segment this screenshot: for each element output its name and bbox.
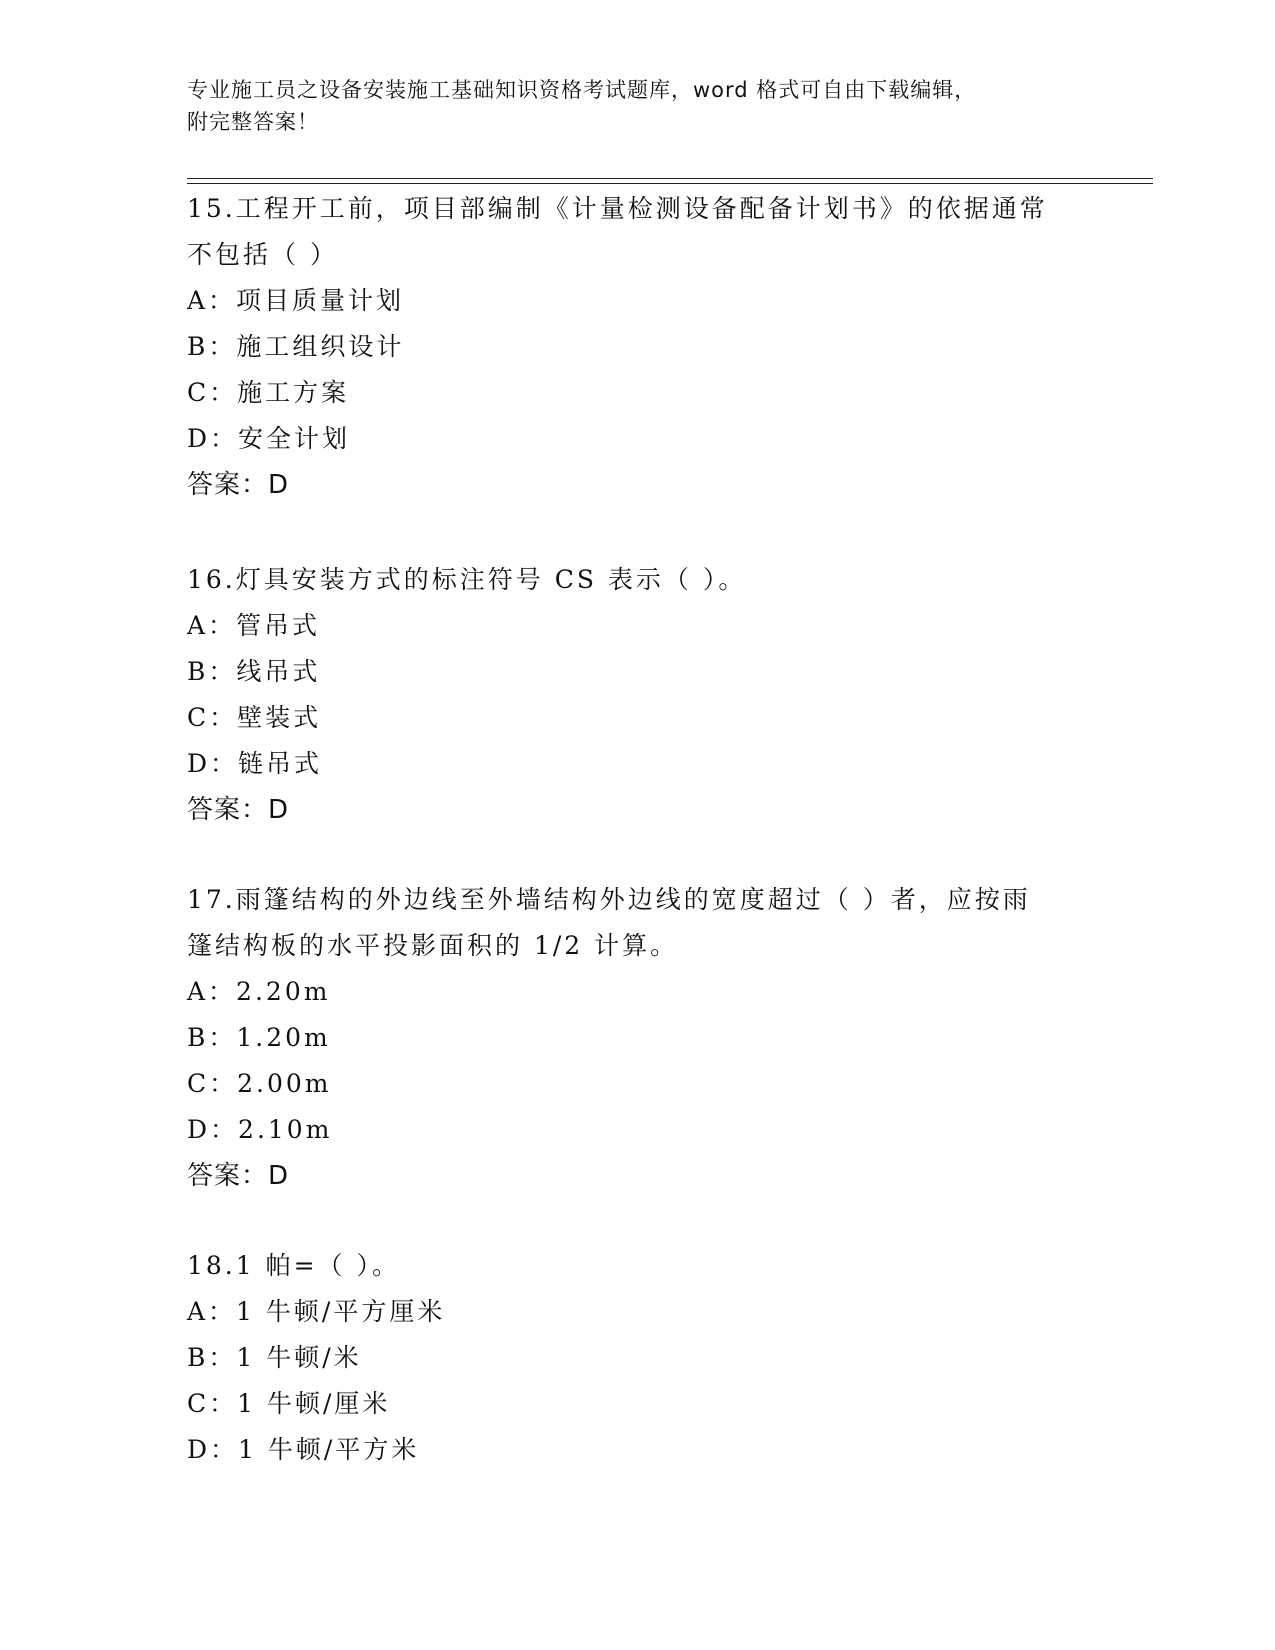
question-text-line: 17.雨篷结构的外边线至外墙结构外边线的宽度超过（ ）者，应按雨 (187, 885, 1031, 914)
option-b: B：线吊式 (187, 657, 321, 686)
question-text-line: 18.1 帕=（ ）。 (187, 1251, 401, 1280)
option-d: D：安全计划 (187, 424, 351, 453)
question-text-line: 篷结构板的水平投影面积的 1/2 计算。 (187, 931, 679, 960)
option-d: D：2.10m (187, 1115, 333, 1144)
header-divider-top (187, 178, 1153, 179)
document-header (187, 74, 1087, 138)
question-16 (187, 557, 1087, 833)
header-line-1: 专业施工员之设备安装施工基础知识资格考试题库，word 格式可自由下载编辑， (187, 78, 977, 102)
option-b: B：1 牛顿/米 (187, 1343, 362, 1372)
option-a: A：项目质量计划 (187, 286, 405, 315)
header-line-2: 附完整答案！ (187, 110, 319, 134)
option-c: C：壁装式 (187, 703, 322, 732)
option-a: A：管吊式 (187, 611, 321, 640)
question-18 (187, 1243, 1087, 1473)
answer-line: 答案：D (187, 1161, 290, 1191)
answer-line: 答案：D (187, 470, 290, 500)
option-a: A：2.20m (187, 977, 331, 1006)
question-15 (187, 186, 1087, 508)
option-c: C：2.00m (187, 1069, 332, 1098)
option-b: B：施工组织设计 (187, 332, 405, 361)
question-text-line: 16.灯具安装方式的标注符号 CS 表示（ ）。 (187, 565, 747, 594)
option-d: D：链吊式 (187, 749, 323, 778)
option-c: C：1 牛顿/厘米 (187, 1389, 391, 1418)
answer-line: 答案：D (187, 795, 290, 825)
option-c: C：施工方案 (187, 378, 350, 407)
header-divider-bottom (187, 183, 1153, 184)
question-text-line: 不包括（ ） (187, 240, 338, 269)
question-text-line: 15.工程开工前，项目部编制《计量检测设备配备计划书》的依据通常 (187, 194, 1048, 223)
question-17 (187, 877, 1087, 1199)
option-b: B：1.20m (187, 1023, 331, 1052)
option-d: D：1 牛顿/平方米 (187, 1435, 420, 1464)
option-a: A：1 牛顿/平方厘米 (187, 1297, 446, 1326)
